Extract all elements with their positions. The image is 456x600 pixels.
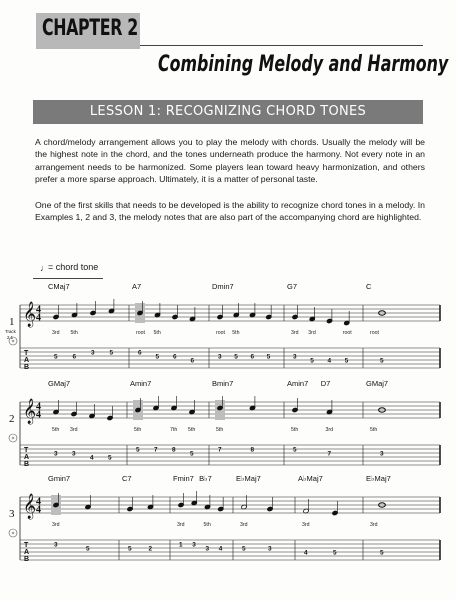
tab-fret-number: 5 (136, 446, 140, 454)
tab-fret-number: 7 (327, 450, 332, 458)
tab-letter-a: A (24, 454, 30, 461)
tab-fret-number: 5 (333, 549, 337, 557)
chord-name: B♭7 (199, 474, 212, 483)
chord-tone-label: 3rd (370, 522, 378, 528)
chord-name: C (366, 282, 372, 291)
tab-fret-number: 6 (190, 357, 195, 365)
chord-tone-label: 3rd (240, 522, 248, 528)
chord-tone-label: root (370, 330, 379, 336)
tab-fret-number: 5 (310, 357, 314, 365)
tab-fret-number: 7 (218, 446, 222, 454)
tab-fret-number: 5 (234, 353, 238, 361)
chord-tone-label: 7th (170, 427, 178, 433)
tab-fret-number: 5 (128, 545, 132, 553)
tab-fret-number: 5 (242, 545, 246, 553)
treble-clef-icon: 𝄞 (23, 399, 37, 424)
tab-fret-number: 5 (266, 353, 271, 361)
chord-name: A♭Maj7 (298, 474, 323, 483)
tab-fret-number: 8 (250, 446, 255, 454)
tab-fret-number: 6 (250, 353, 255, 361)
time-sig-top: 4 (36, 496, 41, 508)
chord-tone-label: 3rd (52, 330, 60, 336)
tab-fret-number: 1 (179, 541, 183, 549)
chord-name: Fmin7 (173, 474, 194, 483)
tab-letter-b: B (24, 556, 30, 563)
treble-clef-icon: 𝄞 (23, 494, 37, 519)
chord-name: GMaj7 (366, 379, 389, 388)
tab-fret-number: 6 (138, 349, 142, 357)
tab-fret-number: 3 (72, 450, 76, 458)
tab-fret-number: 5 (293, 446, 297, 454)
tab-fret-number: 6 (173, 353, 177, 361)
track-number: 2.1 (7, 335, 14, 340)
chord-tone-label: 3rd (291, 330, 299, 336)
cd-icon-hole (12, 340, 14, 342)
chord-tone-label: 5th (134, 427, 142, 433)
chord-name: G7 (287, 282, 298, 291)
tab-fret-number: 5 (86, 545, 90, 553)
chord-name: GMaj7 (48, 379, 71, 388)
chord-tone-label: 3rd (302, 522, 310, 528)
tab-fret-number: 3 (91, 349, 95, 357)
chord-name: A7 (132, 282, 142, 291)
tab-fret-number: 5 (380, 357, 384, 365)
chord-tone-label: 3rd (70, 427, 78, 433)
time-sig-bottom: 4 (36, 312, 41, 324)
tab-fret-number: 3 (380, 450, 384, 458)
legend-note-icon: ♩ (40, 263, 49, 273)
chord-tone-label: 5th (188, 427, 196, 433)
tab-fret-number: 3 (205, 545, 210, 553)
chord-tone-label: root (216, 330, 225, 336)
chord-tone-label: 5th (370, 427, 378, 433)
tab-letter-b: B (24, 461, 30, 468)
time-sig-bottom: 4 (36, 409, 41, 421)
tab-fret-number: 5 (344, 357, 349, 365)
tab-fret-number: 4 (327, 357, 332, 365)
tab-fret-number: 3 (268, 545, 272, 553)
chord-tone-label: 5th (203, 522, 211, 528)
chord-tone-label: 3rd (52, 522, 60, 528)
tab-fret-number: 3 (218, 353, 222, 361)
chord-tone-label: 3rd (325, 427, 333, 433)
chord-name: Gmin7 (48, 474, 71, 483)
time-sig-top: 4 (36, 304, 41, 316)
cd-icon (9, 529, 17, 537)
cd-icon (9, 434, 17, 442)
tab-fret-number: 8 (172, 446, 176, 454)
tab-letter-a: A (24, 357, 30, 364)
tab-letter-t: T (24, 350, 29, 357)
example-number: 1 (9, 316, 15, 328)
tab-fret-number: 3 (54, 450, 58, 458)
chord-tone-label: root (136, 330, 145, 336)
chord-name: Bmin7 (212, 379, 234, 388)
tab-fret-number: 5 (108, 454, 112, 462)
chapter-title: CHAPTER 2 (42, 16, 138, 41)
chord-name: E♭Maj7 (366, 474, 391, 483)
track-label: Track (5, 329, 16, 334)
chord-name: CMaj7 (48, 282, 70, 291)
chapter-subtitle: Combining Melody and Harmony (158, 52, 449, 77)
tab-fret-number: 4 (90, 454, 94, 462)
tab-fret-number: 4 (218, 545, 223, 553)
tab-fret-number: 3 (54, 541, 58, 549)
cd-icon-hole (12, 532, 14, 534)
tab-fret-number: 5 (190, 450, 194, 458)
tab-fret-number: 7 (154, 446, 158, 454)
tab-letter-t: T (24, 447, 29, 454)
chord-tone-label: 3rd (308, 330, 316, 336)
tab-fret-number: 5 (109, 349, 114, 357)
legend-text: = chord tone (48, 262, 99, 272)
tab-letter-a: A (24, 549, 30, 556)
chord-tone-label: 5th (153, 330, 161, 336)
time-sig-bottom: 4 (36, 504, 41, 516)
tab-fret-number: 3 (192, 541, 196, 549)
tab-letter-t: T (24, 542, 29, 549)
tab-fret-number: 5 (54, 353, 58, 361)
tab-fret-number: 2 (148, 545, 153, 553)
tab-fret-number: 5 (155, 353, 160, 361)
chord-tone-label: root (342, 330, 352, 336)
lesson-title: LESSON 1: RECOGNIZING CHORD TONES (89, 104, 367, 119)
cd-icon-hole (12, 437, 14, 439)
chord-name: Dmin7 (212, 282, 234, 291)
chord-name: Amin7 (287, 379, 309, 388)
chord-tone-paragraph: One of the first skills that needs to be developed is the ability to recognize chord tones in a melody. In Examples 1, 2 and 3, the melody notes that are also part of the accompanying chord are highlighted. (35, 200, 425, 223)
tab-fret-number: 5 (380, 549, 384, 557)
time-sig-top: 4 (36, 401, 41, 413)
tab-letter-b: B (24, 364, 30, 371)
tab-fret-number: 4 (304, 549, 308, 557)
chord-name: Amin7 (130, 379, 152, 388)
example-number: 3 (9, 508, 15, 520)
chord-tone-label: 5th (291, 427, 299, 433)
treble-clef-icon: 𝄞 (23, 302, 37, 327)
chord-tone-label: 5th (70, 330, 78, 336)
intro-paragraph: A chord/melody arrangement allows you to play the melody with chords. Usually the melody will be the highest note in the chord, and the tones underneath produce the harmony. Not every note in an arrangement needs to be harmonized. Some players lean toward heavy harmonization, and others prefer a more sparse approach. Ultimately, it is a matter of personal taste. (35, 137, 425, 184)
chord-tone-label: 5th (232, 330, 240, 336)
chord-tone-label: 3rd (177, 522, 185, 528)
tab-fret-number: 6 (72, 353, 77, 361)
chord-tone-label: 5th (216, 427, 224, 433)
chord-name: D7 (320, 379, 331, 388)
chord-tone-label: 5th (52, 427, 60, 433)
example-number: 2 (9, 413, 15, 425)
chord-name: C7 (122, 474, 132, 483)
tab-fret-number: 3 (293, 353, 297, 361)
chord-name: E♭Maj7 (236, 474, 261, 483)
